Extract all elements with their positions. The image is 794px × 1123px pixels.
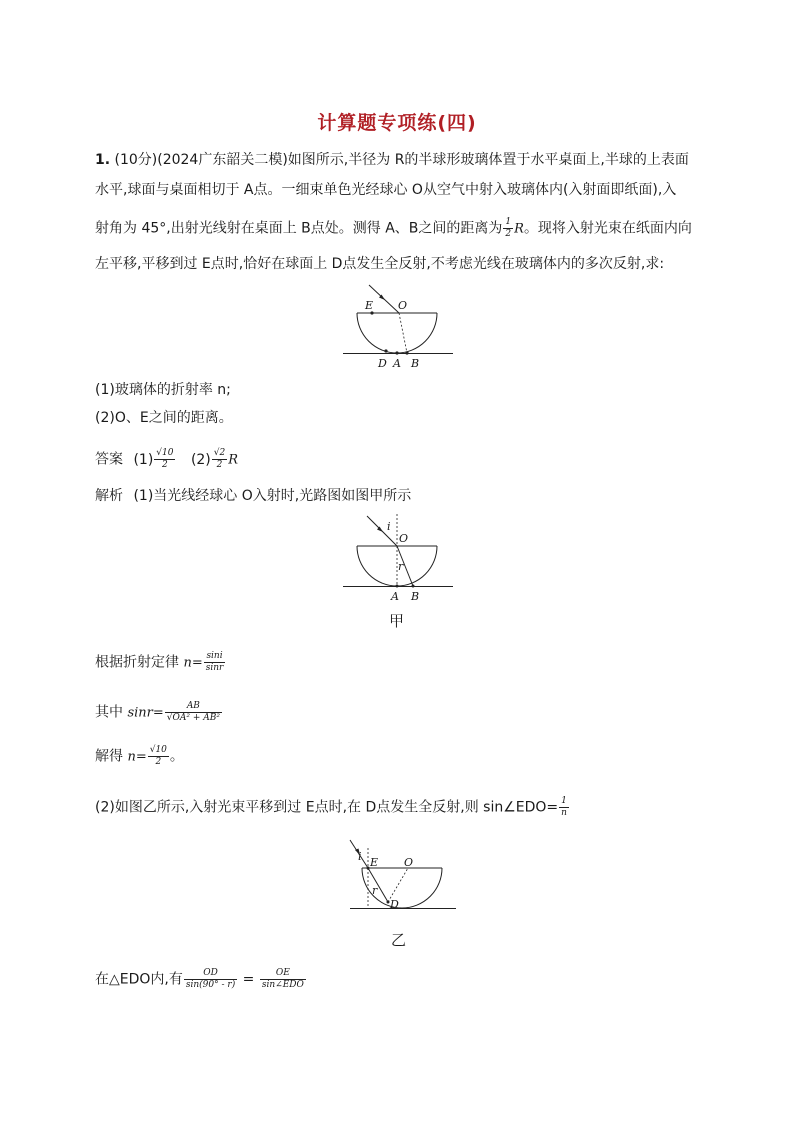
- problem-text-1: (10分)(2024广东韶关二模)如图所示,半径为 R的半球形玻璃体置于水平桌面上,半球的上表面: [114, 152, 689, 168]
- page-title: 计算题专项练(四): [317, 112, 477, 134]
- label-O: O: [399, 532, 409, 545]
- refraction-law-fraction: $\frac{\sin i}{\sin r}$: [205, 651, 224, 673]
- oe-fraction: $\frac{OE}{\text{sin∠EDO}}$: [261, 968, 304, 990]
- label-r: r: [398, 560, 404, 573]
- answer-part-1: (1): [133, 451, 154, 468]
- problem-line-3: 射角为 45°,出射光线射在桌面上 B点处。测得 A、B之间的距离为 $\frac{1}{2}$ R。现将入射光束在纸面内向: [95, 217, 692, 239]
- label-D: D: [378, 357, 387, 370]
- analysis-intro: [95, 486, 411, 506]
- problem-text-3a: 射角为 45°,出射光线射在桌面上 B点处。测得 A、B之间的距离为: [95, 220, 503, 237]
- label-E: E: [370, 856, 379, 869]
- answer-1-fraction: $\frac{√10}{2}$: [156, 448, 174, 470]
- label-O: O: [398, 299, 408, 312]
- label-B: B: [411, 357, 420, 370]
- sin-edo-fraction: $\frac{1}{n}$: [561, 796, 567, 818]
- figure-yi: [348, 836, 468, 916]
- problem-text-3b: 。现将入射光束在纸面内向: [523, 220, 692, 237]
- label-A: A: [393, 357, 401, 370]
- answer-label: 答案: [95, 451, 123, 468]
- figure-jia: [343, 512, 463, 604]
- triangle-equation: 在△EDO内,有 $\frac{OD}{\sin(90^\circ - r)}$ = $\frac{OE}{\text{sin∠EDO}}$: [95, 968, 304, 990]
- analysis-label: 解析: [95, 488, 123, 504]
- problem-line-4: 左平移,平移到过 E点时,恰好在球面上 D点发生全反射,不考虑光线在玻璃体内的多次反射,求:: [95, 256, 665, 272]
- part-2-text: (2)如图乙所示,入射光束平移到过 E点时,在 D点发生全反射,则 sin∠EDO= $\frac{1}{n}$: [95, 796, 567, 818]
- od-fraction: $\frac{OD}{\sin(90^\circ - r)}$: [185, 968, 236, 990]
- figure-hemisphere-main: [343, 283, 463, 373]
- question-2: (2)O、E之间的距离。: [95, 410, 233, 426]
- question-1: (1)玻璃体的折射率 n;: [95, 382, 231, 398]
- label-E: E: [365, 299, 374, 312]
- label-B: B: [411, 590, 420, 603]
- refraction-law: 根据折射定律 n= $\frac{\sin i}{\sin r}$: [95, 651, 224, 673]
- problem-number: 1.: [95, 152, 111, 168]
- label-r: r: [372, 884, 378, 897]
- label-i: i: [387, 520, 391, 533]
- label-O: O: [404, 856, 414, 869]
- analysis-intro-text: (1)当光线经球心 O入射时,光路图如图甲所示: [133, 488, 412, 504]
- label-i: i: [358, 850, 362, 863]
- problem-line-2: 水平,球面与桌面相切于 A点。一细束单色光经球心 O从空气中射入玻璃体内(入射面即纸面),入: [95, 182, 677, 198]
- sinr-fraction: $\frac{AB}{\text{√OA² + AB²}}$: [166, 701, 220, 723]
- answer-part-2: (2): [190, 451, 211, 468]
- solve-n-fraction: $\frac{√10}{2}$: [149, 745, 167, 767]
- ab-distance-fraction: $\frac{1}{2}$: [505, 217, 512, 239]
- solve-n: 解得 n= $\frac{√10}{2}$ 。: [95, 745, 184, 767]
- answer-2-fraction: $\frac{√2}{2}$: [213, 448, 226, 470]
- problem-line-1: [95, 150, 689, 170]
- answer-line: 答案 (1) $\frac{√10}{2}$ (2) $\frac{√2}{2}$ R: [95, 448, 239, 470]
- label-A: A: [391, 590, 399, 603]
- label-D: D: [390, 898, 399, 911]
- figure-jia-caption: 甲: [389, 612, 405, 630]
- figure-yi-caption: 乙: [391, 931, 407, 949]
- sinr-expression: 其中 sinr= $\frac{AB}{\text{√OA² + AB²}}$: [95, 701, 220, 723]
